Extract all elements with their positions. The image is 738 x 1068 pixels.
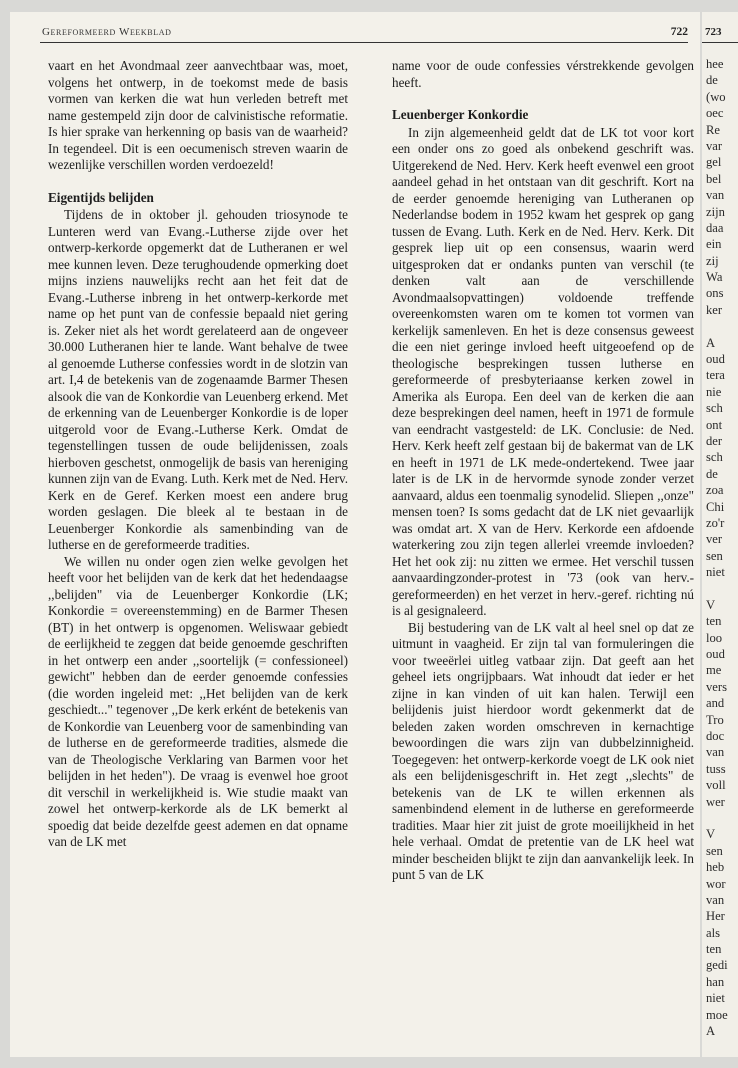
left-paragraph-1: vaart en het Avondmaal zeer aanvechtbaar was, moet, volgens het ontwerp, in de toekomst mede de basis vormen van kerken die wat hun verleden betreft met name gestempeld zijn door de calvinistische reformatie. Is hier sprake van herkenning op basis van de waarheid? In tegendeel. Dit is een oecumenisch streven waarin de wezenlijke verschillen worden verdoezeld! [48,58,348,172]
next-page-line-fragment: han [706,974,725,989]
next-page-line-fragment: wor [706,876,726,891]
next-page-line-fragment [706,810,738,826]
next-page-line-fragment: A [706,335,716,350]
next-page-line-fragment: bel [706,171,722,186]
next-page-line-fragment: heb [706,860,725,875]
next-page-header-rule [702,42,738,43]
next-page-line-fragment: gedi [706,958,728,973]
next-page-line-fragment: zoa [706,483,724,498]
next-page-line-fragment: ker [706,302,723,317]
next-page-line-fragment: doc [706,729,725,744]
next-page-line-fragment: sen [706,548,723,563]
next-page-line-fragment: zo'r [706,515,725,530]
next-page-line-fragment: Re [706,122,720,137]
next-page-line-fragment: loo [706,630,723,645]
next-page-line-fragment: sch [706,401,723,416]
left-column [48,58,348,851]
next-page-line-fragment: van [706,745,725,760]
right-paragraph-3: Bij bestudering van de LK valt al heel snel op dat ze uitmunt in vaagheid. Er zijn tal van formuleringen die voor tweeërlei uitleg vatbaar zijn. Dat geeft aan het geheel iets ongrijpbaars. Wat inhoudt dat ieder er het zijne in kan vinden of uit kan halen. Terwijl een belijdenis juist hierdoor wordt gekenmerkt dat de beleden zaken worden omschreven in kernachtige bewoordingen die wars zijn van dubbelzinnigheid. Toegegeven: het ontwerp-kerkorde voegt de LK ook niet als een belijdenisgeschrift in. Het zegt ,,slechts" de betekenis van de LK te willen erkennen als samenbindend element in de lutherse en gereformeerde tradities. Maar hier zit juist de grote moeilijkheid in het hele verhaal. Omdat de pretentie van de LK heel wat minder bescheiden blijkt te zijn dan aanvankelijk leek. In punt 5 van de LK [392,619,694,882]
left-paragraph-2: Tijdens de in oktober jl. gehouden triosynode te Lunteren werd van Evang.-Lutherse zijde over het ontwerp-kerkorde opgemerkt dat de Lutheranen er wel mee kunnen leven. Deze terughoudende opmerking doet mijns inziens nauwelijks recht aan het feit dat de Evang.-Lutherse inbreng in het ontwerp-kerkorde met name op het punt van de confessie bepaald niet gering is. Zeker niet als het wordt gerelateerd aan de ongeveer 30.000 Lutheranen hier te lande. Want behalve de twee al genoemde Lutherse confessies wordt in de slotzin van art. I,4 de betekenis van de zogenaamde Barmer Thesen alsook die van de Konkordie van Leuenberg erkend. Met de erkenning van de Leuenberger Konkordie is de loper uitgerold voor de Evang.-Lutherse Kerk. Omdat de tegenstellingen tussen de oude belijdenissen, zoals hierboven geschetst, onmogelijk de basis van hereniging kunnen zijn van de Evang. Luth. Kerk met de Ned. Herv. Kerk en de Geref. Kerken moest een andere brug worden geslagen. Die bleek al te bestaan in de Leuenberger Konkordie als samenbinding van de lutherse en de gereformeerde tradities. [48,207,348,552]
section-heading-eigentijds-belijden: Eigentijds belijden [48,189,154,205]
next-page-edge [702,12,738,1057]
next-page-line-fragment: niet [706,565,725,580]
next-page-line-fragment: ein [706,237,722,252]
next-page-line-fragment: de [706,73,718,88]
next-page-number: 723 [705,26,722,38]
next-page-line-fragment: and [706,696,725,711]
page-number: 722 [670,26,688,38]
next-page-line-fragment: zijn [706,204,725,219]
right-paragraph-1: name voor de oude confessies vérstrekkende gevolgen heeft. [392,58,694,90]
next-page-text-fragments [706,56,738,1039]
next-page-line-fragment: moe [706,1007,728,1022]
next-page-line-fragment [706,581,738,597]
next-page-line-fragment: ver [706,532,723,547]
next-page-line-fragment: V [706,827,716,842]
next-page-line-fragment: gel [706,155,722,170]
right-column [392,58,694,884]
next-page-line-fragment: me [706,663,722,678]
next-page-line-fragment: der [706,433,723,448]
next-page-line-fragment: Her [706,909,725,924]
next-page-line-fragment: niet [706,991,725,1006]
next-page-line-fragment: van [706,188,725,203]
next-page-line-fragment: Wa [706,270,723,285]
next-page-line-fragment: nie [706,384,722,399]
next-page-line-fragment: A [706,1024,716,1039]
next-page-line-fragment: var [706,138,723,153]
next-page-line-fragment: V [706,597,716,612]
page [10,12,700,1057]
next-page-line-fragment: daa [706,220,724,235]
next-page-line-fragment: voll [706,778,726,793]
next-page-line-fragment: ten [706,614,722,629]
next-page-line-fragment: wer [706,794,725,809]
next-page-line-fragment: tuss [706,761,726,776]
next-page-line-fragment: oec [706,106,724,121]
next-page-line-fragment: ten [706,942,722,957]
next-page-line-fragment [706,318,738,334]
header-rule [40,42,688,43]
next-page-line-fragment: Tro [706,712,724,727]
next-page-line-fragment: tera [706,368,725,383]
section-heading-leuenberger-konkordie: Leuenberger Konkordie [392,107,529,122]
next-page-line-fragment: hee [706,57,724,71]
next-page-line-fragment: Chi [706,499,725,514]
left-paragraph-3: We willen nu onder ogen zien welke gevolgen het heeft voor het belijden van de kerk dat het hedendaagse ,,belijden" via de Leuenberger Konkordie (LK; Konkordie = overeenstemming) en de Barmer Thesen (BT) in het ontwerp is opgenomen. Weliswaar gebiedt de eerlijkheid te zeggen dat beide genoemde geschriften in het ontwerp een ander ,,soortelijk (= confessioneel) gewicht" hebben dan de eerder genoemde confessies (die worden ingeleid met: ,,Het belijden van de kerk geschiedt..." tegenover ,,De kerk erként de betekenis van de Konkordie van Leuenberg voor de samenbinding van de lutherse en de gereformeerde tradities, alsmede die van de Theologische Verklaring van Barmen voor het belijden in het heden"). De vraag is evenwel hoe groot dit verschil in werkelijkheid is. Wie studie maakt van zowel het ontwerp-kerkorde als de LK bemerkt al spoedig dat beide dezelfde geest ademen en dat opname van de LK met [48,553,348,849]
next-page-line-fragment: oud [706,352,725,367]
next-page-line-fragment: van [706,892,725,907]
next-page-line-fragment: (wo [706,89,726,104]
next-page-line-fragment: ons [706,286,724,301]
next-page-line-fragment: sen [706,843,723,858]
journal-title: Gereformeerd Weekblad [42,26,172,38]
right-paragraph-2: In zijn algemeenheid geldt dat de LK tot voor kort een onder ons zo goed als onbekend geschrift was. Uitgerekend de Ned. Herv. Kerk heeft evenwel een groot aandeel gehad in het ontstaan van dit geschrift. Kort na de eerder genoemde hereniging van Lutheranen op Nederlandse bodem in 1952 kwam het gesprek op gang tussen de Evang. Luth. Kerk en de Ned. Herv. Kerk. Dit gesprek liep uit op een consensus, waarin werd uitgesproken dat er ondanks punten van verschil (te denken valt aan de verschillende Avondmaalsopvattingen) voldoende treffende overeenkomsten waren om te komen tot vormen van kerkelijk samenleven. En het is deze consensus geweest die een niet geringe invloed heeft uitgeoefend op de theologische besprekingen tussen lutherse en gereformeerde of presbyteriaanse kerken zowel in Amerika als Europa. Een deel van de kerken die aan deze besprekingen deel namen, heeft in 1971 de formule van eendracht vastgesteld: de LK. Conclusie: de Ned. Herv. Kerk heeft zelf gestaan bij de bakermat van de LK en heeft in 1971 de LK mede-ondertekend. Twee jaar later is de LK in de hervormde synode zonder verzet aanvaard, aldus een toenmalig synodelid. Sliepen ,,onze" mensen toen? Is soms gedacht dat de LK niet gevaarlijk was omdat art. X van de Herv. Kerkorde een afdoende waterkering zou zijn tegen allerlei vreemde invloeden? Het het ook zij: nu zitten we ermee. Het verschil tussen aanvaardingzonder-protest in '73 (ook van herv.-gereformeerden) en het verzet in herv.-geref. richting nú is al gesignaleerd. [392,124,694,618]
next-page-line-fragment: de [706,466,718,481]
next-page-line-fragment: als [706,925,720,940]
next-page-line-fragment: ont [706,417,723,432]
next-page-line-fragment: zij [706,253,719,268]
next-page-line-fragment: oud [706,647,725,662]
next-page-line-fragment: vers [706,679,727,694]
next-page-line-fragment: sch [706,450,723,465]
